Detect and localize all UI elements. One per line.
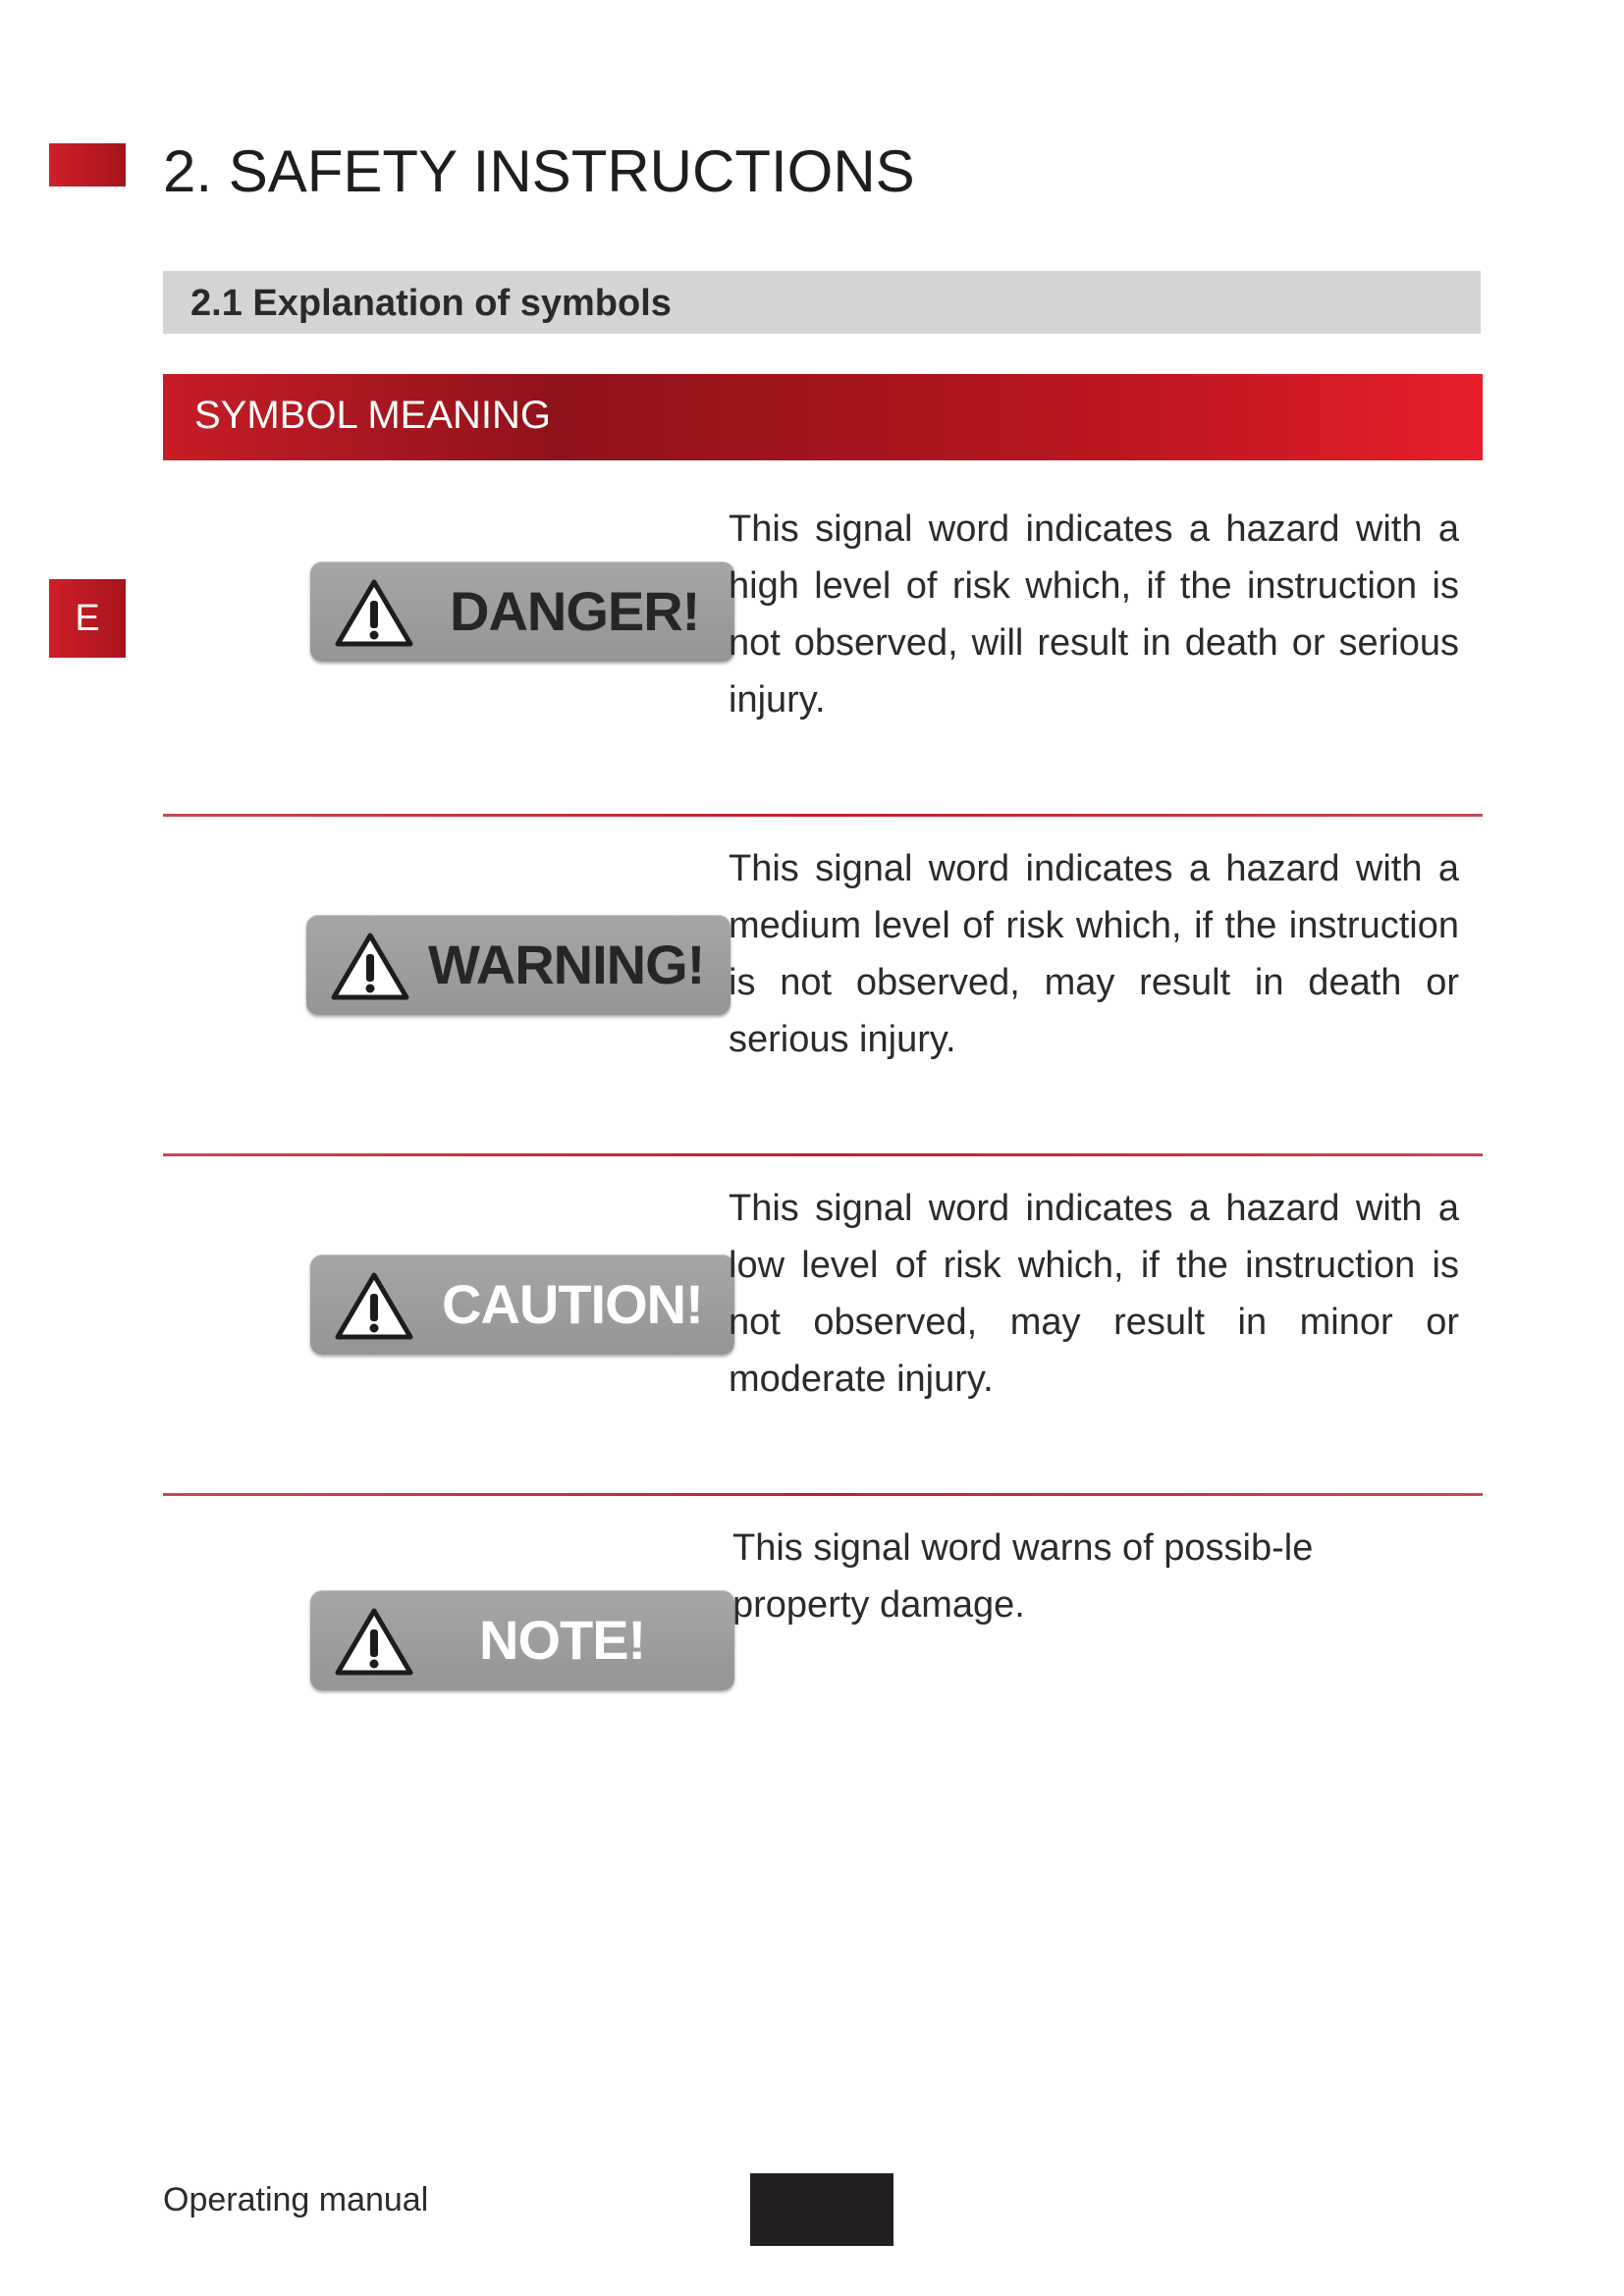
symbol-row-note (163, 1510, 1483, 1706)
warning-badge (306, 915, 731, 1015)
symbol-description: This signal word indicates a hazard with a low level of risk which, if the instruction is not observed, may result in minor or moderate injury. (729, 1188, 1459, 1400)
symbol-row-caution (163, 1170, 1483, 1494)
symbol-row-danger (163, 491, 1483, 815)
signal-word-label: NOTE! (479, 1609, 646, 1671)
warning-triangle-icon (334, 1270, 414, 1341)
section-heading-bar (163, 271, 1481, 334)
symbol-description: This signal word indicates a hazard with a medium level of risk which, if the instruction is not observed, may result in death or serious injury. (729, 848, 1459, 1060)
page-number-box (750, 2173, 893, 2246)
table-header (163, 374, 1483, 460)
warning-triangle-icon (334, 1606, 414, 1677)
table-header-label: SYMBOL MEANING (194, 394, 552, 437)
row-divider (163, 814, 1483, 817)
danger-badge (310, 561, 734, 662)
row-divider (163, 1493, 1483, 1496)
warning-triangle-icon (334, 577, 414, 648)
signal-word-label: DANGER! (450, 580, 700, 642)
warning-triangle-icon (330, 931, 410, 1001)
caution-badge (310, 1255, 734, 1355)
language-tab: E (49, 579, 126, 658)
signal-word-label: WARNING! (428, 934, 705, 995)
row-divider (163, 1153, 1483, 1156)
footer-label: Operating manual (163, 2181, 429, 2218)
symbol-description: This signal word indicates a hazard with a high level of risk which, if the instruction is not observed, will result in death or serious injury. (729, 508, 1459, 721)
signal-word-label: CAUTION! (442, 1273, 703, 1335)
section-title: 2.1 Explanation of symbols (190, 283, 672, 324)
symbol-row-warning (163, 830, 1483, 1154)
page-title: 2. SAFETY INSTRUCTIONS (163, 138, 915, 204)
header-accent-bar (49, 143, 126, 187)
symbol-description: This signal word warns of possib-le property damage. (732, 1527, 1314, 1626)
note-badge (310, 1590, 734, 1690)
